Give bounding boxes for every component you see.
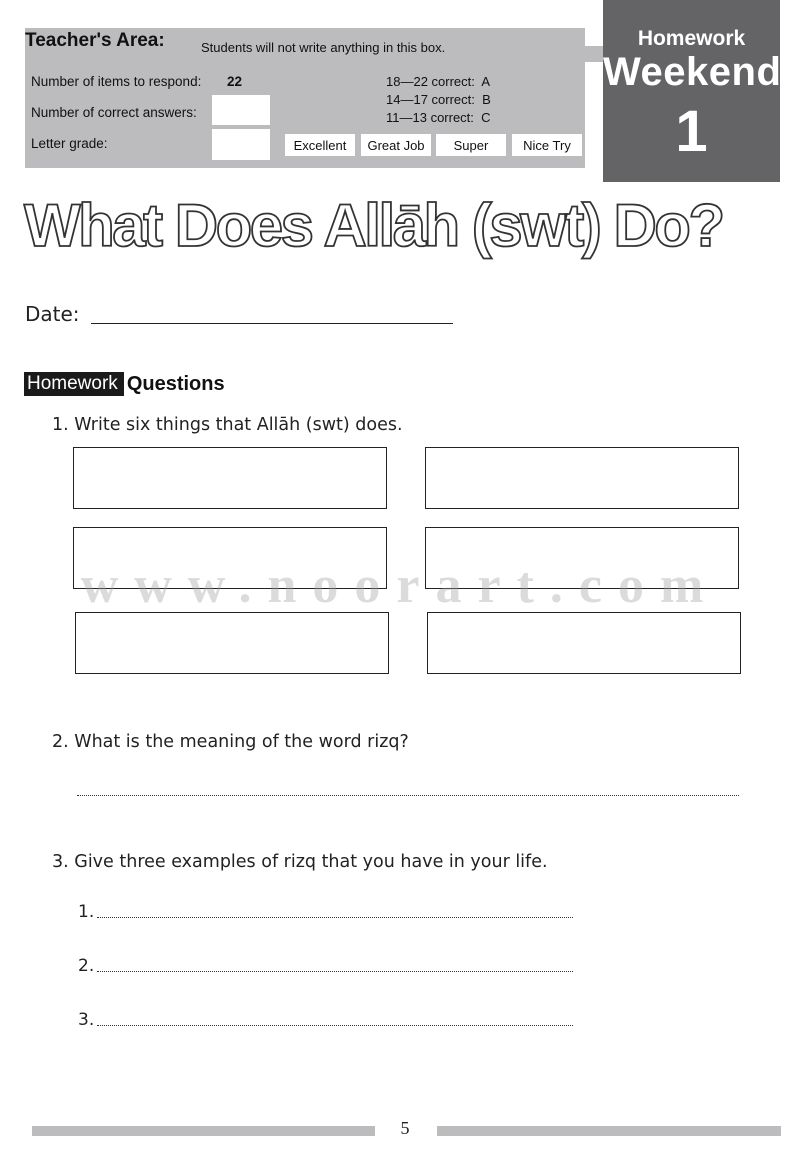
grade-scale-a: [386, 74, 490, 89]
praise-super-button[interactable]: Super: [436, 134, 506, 156]
answer-box-3[interactable]: [73, 527, 387, 589]
answer-box-6[interactable]: [427, 612, 741, 674]
grade-scale-range: 11—13 correct:: [386, 110, 474, 125]
answer-number-2: 2.: [78, 956, 95, 976]
footer-bar-right: [437, 1126, 781, 1136]
section-title: Questions: [126, 372, 225, 395]
question-1: 1. Write six things that Allāh (swt) does.: [52, 415, 403, 435]
date-field[interactable]: [91, 323, 453, 324]
letter-grade-field[interactable]: [212, 129, 270, 160]
answer-line-rizq-meaning[interactable]: [77, 795, 739, 796]
section-tag: Homework: [24, 372, 124, 396]
homework-weekend-box: [603, 0, 780, 182]
panel-connector: [585, 46, 603, 62]
weekend-number: 1: [675, 99, 708, 164]
answer-number-1: 1.: [78, 902, 95, 922]
answer-line-2[interactable]: [97, 971, 573, 972]
worksheet-title-text: What Does Allāh (swt) Do?: [24, 192, 723, 259]
answer-box-2[interactable]: [425, 447, 739, 509]
footer-bar-left: [32, 1126, 375, 1136]
question-3: 3. Give three examples of rizq that you have in your life.: [52, 852, 548, 872]
answer-line-3[interactable]: [97, 1025, 573, 1026]
grade-scale-b: [386, 92, 491, 107]
answer-line-1[interactable]: [97, 917, 573, 918]
grade-scale-c: [386, 110, 491, 125]
praise-excellent-button[interactable]: Excellent: [285, 134, 355, 156]
grade-scale-range: 14—17 correct:: [386, 92, 475, 107]
items-to-respond-label: Number of items to respond:: [31, 74, 202, 89]
teacher-area-title: Teacher's Area:: [25, 30, 165, 51]
worksheet-title: [22, 188, 723, 260]
teacher-area-panel: [25, 28, 585, 168]
correct-answers-field[interactable]: [212, 95, 270, 125]
page-number: 5: [400, 1118, 410, 1138]
watermark: www.noorart.com: [80, 557, 720, 614]
question-2: 2. What is the meaning of the word rizq?: [52, 732, 409, 752]
praise-great-job-button[interactable]: Great Job: [361, 134, 431, 156]
answer-number-3: 3.: [78, 1010, 95, 1030]
letter-grade-label: Letter grade:: [31, 136, 108, 151]
correct-answers-label: Number of correct answers:: [31, 105, 197, 120]
weekend-label: Weekend: [603, 50, 782, 94]
grade-scale-letter: B: [482, 92, 491, 107]
date-label: Date:: [25, 302, 80, 326]
answer-box-4[interactable]: [425, 527, 739, 589]
grade-scale-range: 18—22 correct:: [386, 74, 475, 89]
answer-box-1[interactable]: [73, 447, 387, 509]
grade-scale-letter: C: [481, 110, 491, 125]
answer-box-5[interactable]: [75, 612, 389, 674]
items-to-respond-value: 22: [227, 74, 243, 89]
grade-scale-letter: A: [481, 74, 491, 89]
homework-label: Homework: [637, 27, 746, 50]
section-heading: [24, 372, 225, 396]
praise-nice-try-button[interactable]: Nice Try: [512, 134, 582, 156]
teacher-area-note: Students will not write anything in this box.: [201, 40, 446, 55]
